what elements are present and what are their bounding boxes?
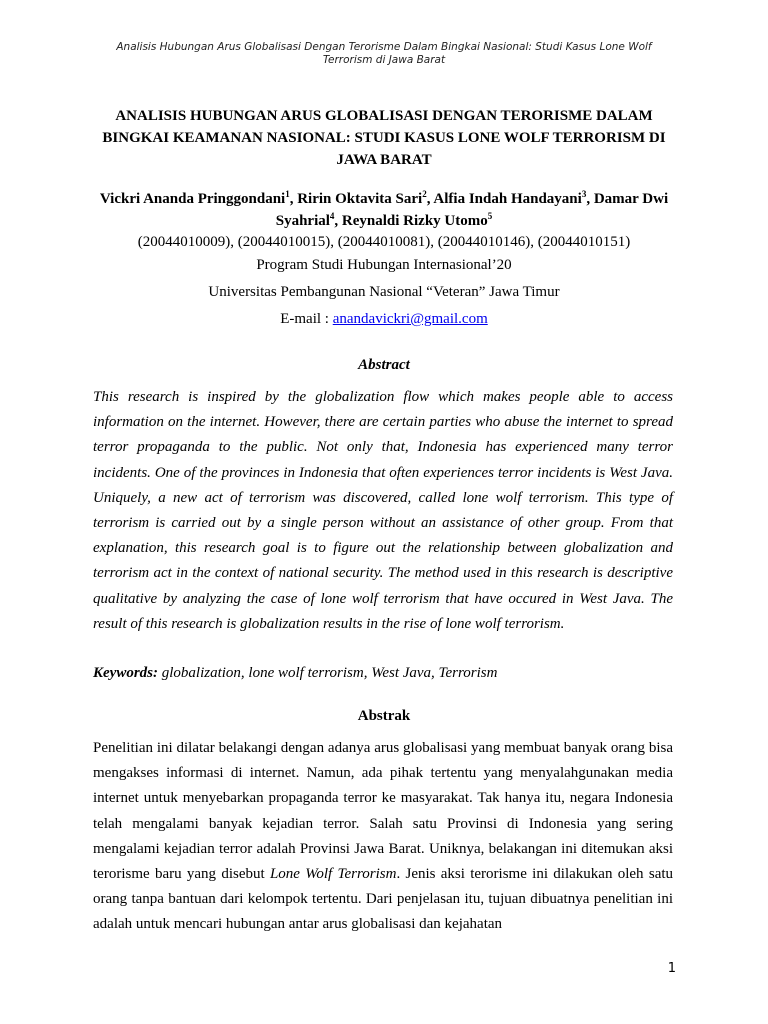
email-link[interactable]: anandavickri@gmail.com (332, 311, 488, 327)
keywords-line (93, 662, 673, 684)
paper-title: ANALISIS HUBUNGAN ARUS GLOBALISASI DENGAN TERORISME DALAM BINGKAI KEAMANAN NASIONAL: STUDI KASUS LONE WOLF TERRORISM DI JAWA BARAT (102, 108, 666, 168)
abstrak-body (93, 736, 673, 938)
abstrak-italic-term: Lone Wolf Terrorism (269, 866, 397, 883)
author-name: Damar Dwi Syahrial (275, 191, 669, 229)
author-name: Alfia Indah Handayani (433, 191, 582, 207)
author-name: Vickri Ananda Pringgondani (99, 191, 286, 207)
abstract-body: This research is inspired by the globalization flow which makes people able to access information on the internet. However, there are certain parties who abuse the internet to spread terror propaganda to the public. Not only that, Indonesia has experienced many terror incidents. One of the provinces in Indonesia that often experiences terror incidents is West Java. Uniquely, a new act of terrorism was discovered, called lone wolf terrorism. This type of terrorism is carried out by a single person without an assistance of other group. From that explanation, this research goal is to figure out the relationship between globalization and terrorism act in the context of national security. The method used in this research is descriptive qualitative by analyzing the case of lone wolf terrorism that have occured in West Java. The result of this research is globalization results in the rise of lone wolf terrorism. (93, 389, 673, 632)
author-student-ids: (20044010009), (20044010015), (20044010081), (20044010146), (20044010151) (137, 234, 631, 250)
keywords-text: globalization, lone wolf terrorism, West Java, Terrorism (158, 665, 498, 681)
abstrak-text-part: . Jenis aksi terorisme ini dilakukan oleh satu orang tanpa bantuan dari kelompok tertentu. Dari penjelasan itu, tujuan dibuatnya penelitian ini adalah untuk mencari hubungan antar arus globalisasi dan kejahatan (93, 866, 674, 933)
running-header: Analisis Hubungan Arus Globalisasi Dengan Terorisme Dalam Bingkai Nasional: Studi Kasus Lone Wolf Terrorism di Jawa Barat (116, 41, 652, 66)
author-name: Reynaldi Rizky Utomo (341, 213, 488, 229)
keywords-label: Keywords: (93, 665, 158, 681)
author-name: Ririn Oktavita Sari (297, 191, 423, 207)
abstrak-heading: Abstrak (357, 708, 411, 724)
author-affiliation-mark: 2 (422, 189, 427, 199)
email-line (90, 309, 678, 329)
university-name: Universitas Pembangunan Nasional “Veteran” Jawa Timur (208, 284, 560, 300)
abstrak-text-part: Penelitian ini dilatar belakangi dengan adanya arus globalisasi yang membuat banyak orang bisa mengakses informasi di internet. Namun, ada pihak tertentu yang menyalahgunakan media internet untuk menyebarkan propaganda terror ke masyarakat. Tak hanya itu, negara Indonesia telah mengalami banyak kejadian terror. Salah satu Provinsi di Indonesia yang sering mengalami kejadian terror adalah Provinsi Jawa Barat. Uniknya, belakangan ini ditemukan aksi terorisme baru yang disebut (93, 740, 673, 883)
email-label: E-mail : (280, 311, 333, 327)
author-affiliation-mark: 3 (581, 189, 587, 199)
abstract-heading: Abstract (358, 357, 410, 373)
author-affiliation-mark: 5 (487, 211, 493, 221)
author-list: Vickri Ananda Pringgondani$^1$, Ririn Oktavita Sari$^2$, Alfia Indah Handayani$^3$, Damar Dwi Syahrial$^4$, Reynaldi Rizky Utomo$^5$ (99, 189, 669, 229)
author-affiliation-mark: 1 (285, 189, 290, 199)
author-affiliation-mark: 4 (329, 211, 335, 221)
page-number: 1 (667, 961, 676, 976)
study-program: Program Studi Hubungan Internasional’20 (256, 257, 512, 273)
